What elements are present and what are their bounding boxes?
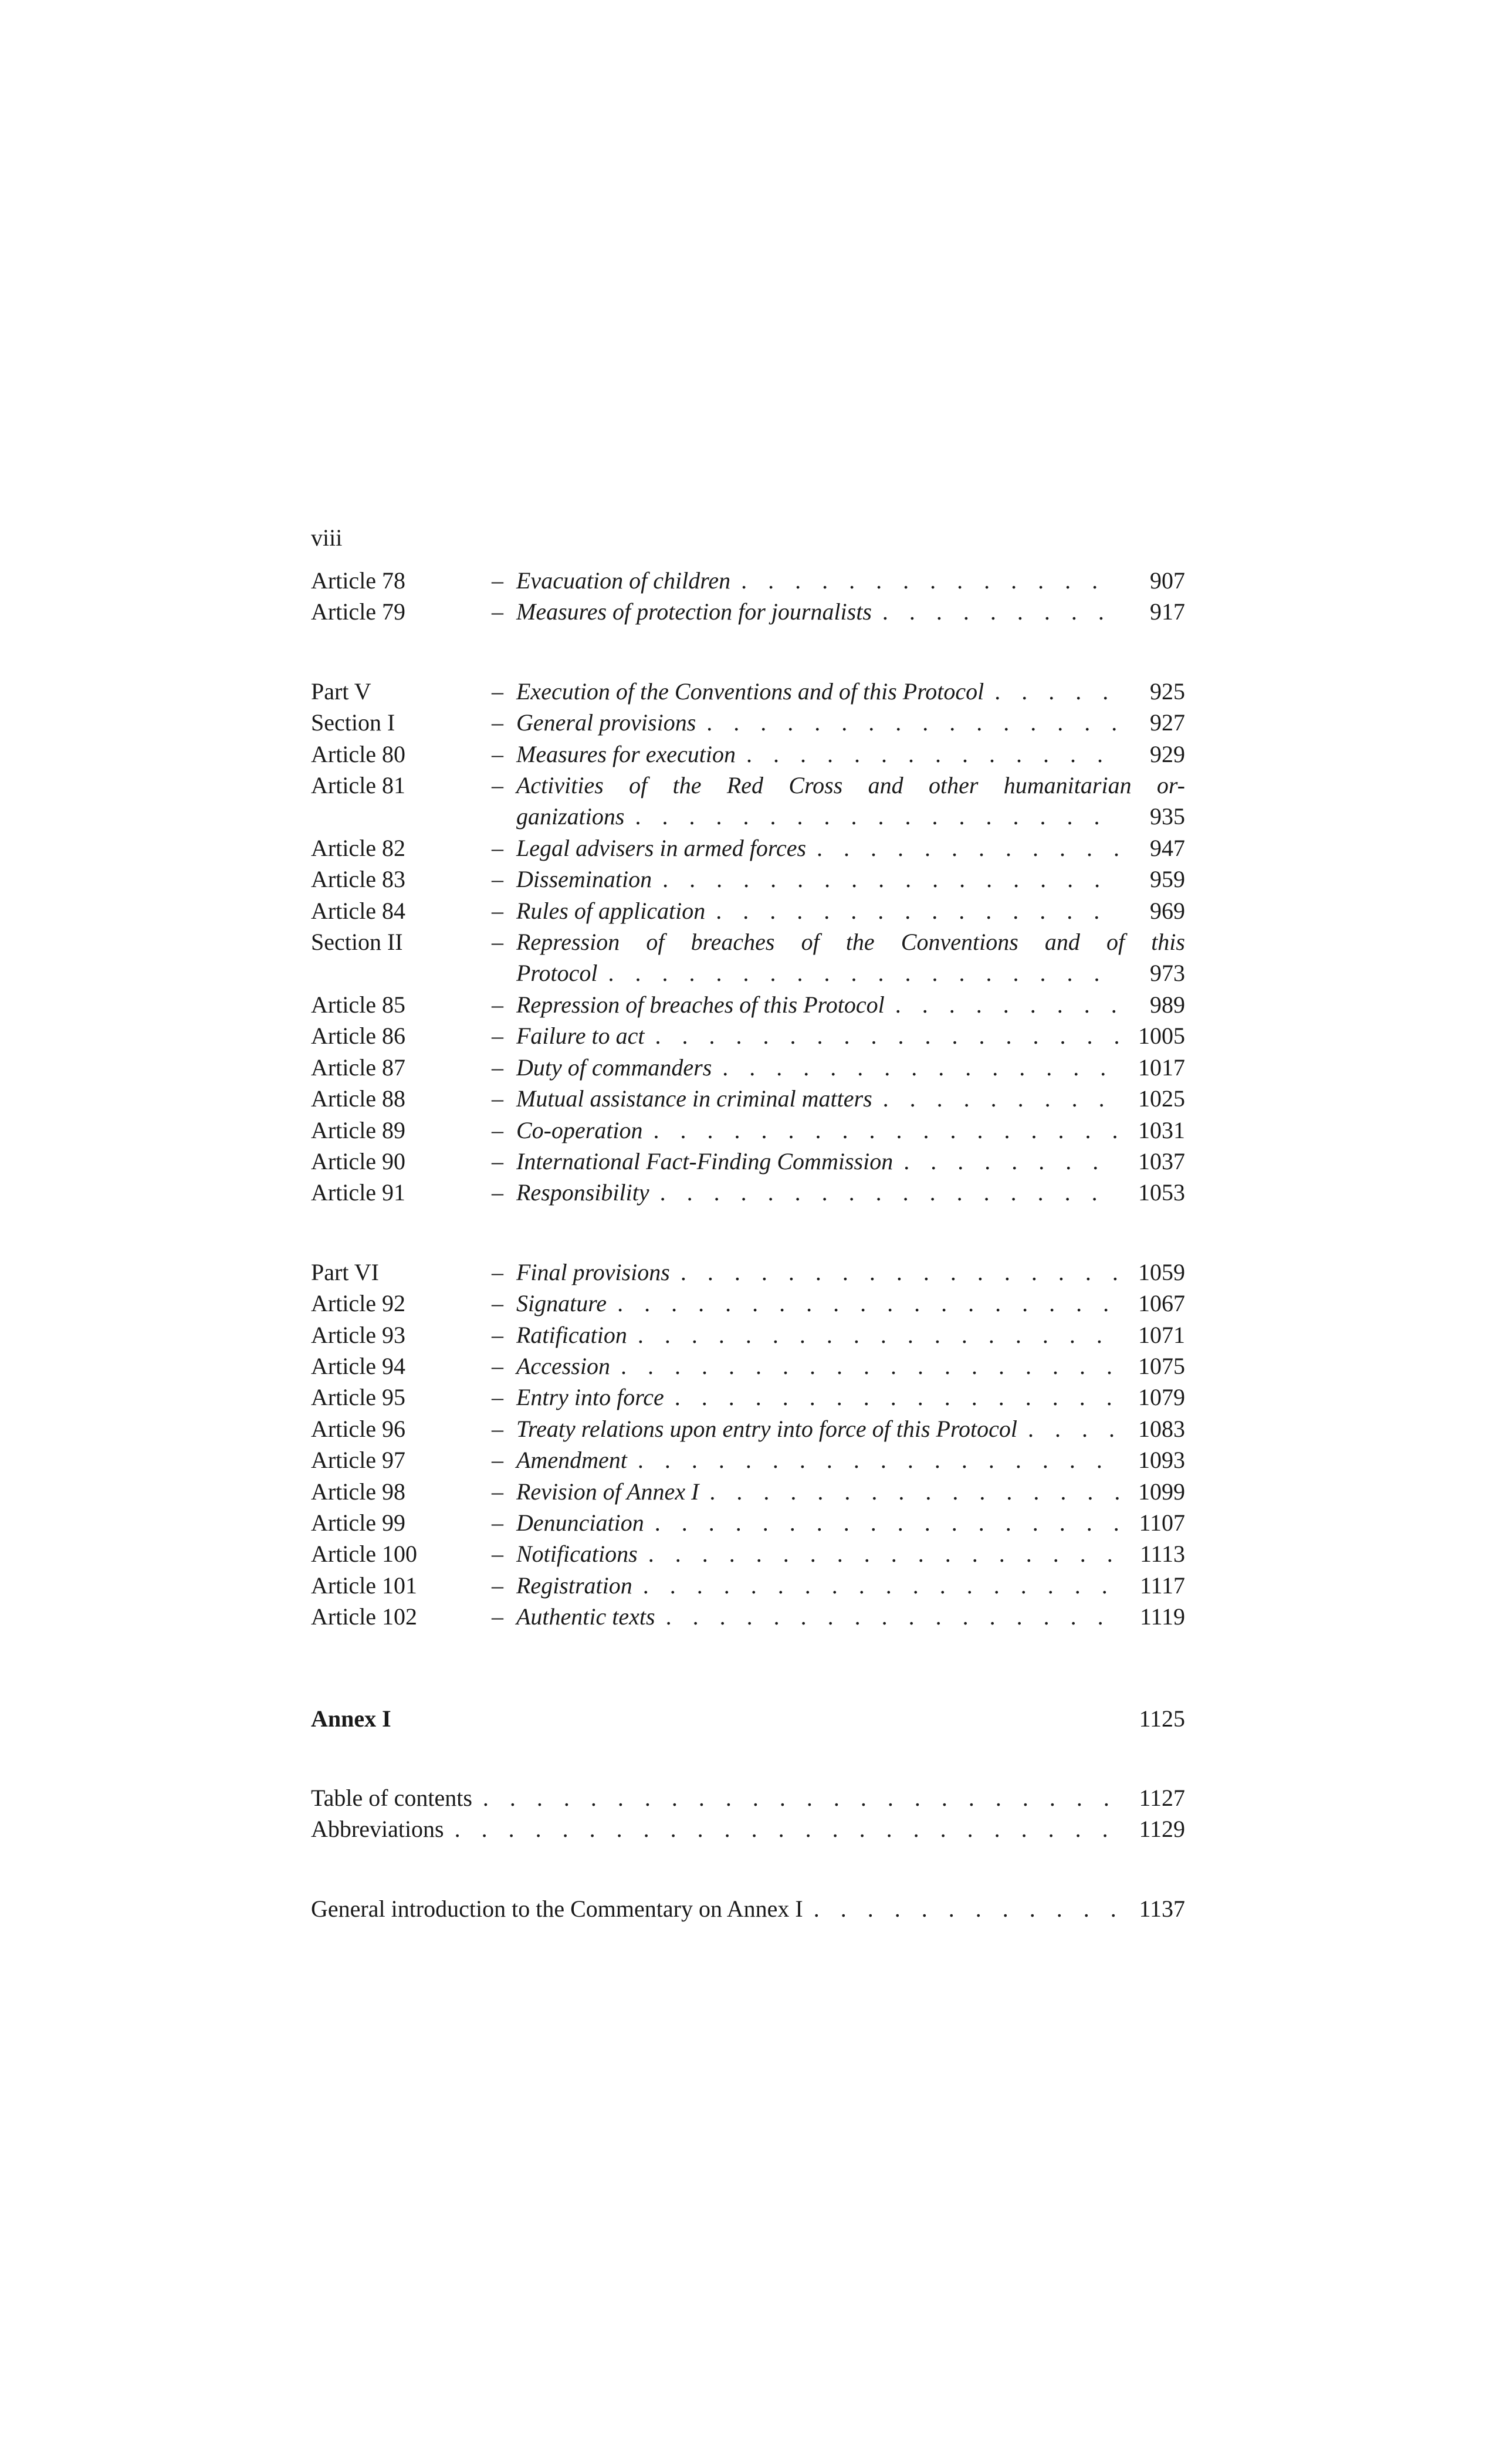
toc-entry-dash: – xyxy=(492,1541,503,1568)
toc-entry-label: Article 87 xyxy=(311,1054,406,1081)
toc-entry-label: Part V xyxy=(311,678,371,705)
toc-entry-page: 1031 xyxy=(1138,1116,1185,1143)
toc-entry-content xyxy=(492,864,1185,895)
toc-entry-content xyxy=(492,1115,1185,1146)
toc-entry-label: Article 93 xyxy=(311,1321,406,1348)
toc-entry-page: 1099 xyxy=(1138,1478,1185,1505)
toc-entry[interactable] xyxy=(311,1020,1185,1051)
toc-entry-content xyxy=(492,676,1185,707)
toc-entry-title: Table of contents xyxy=(311,1785,472,1811)
toc-entry-label: Article 92 xyxy=(311,1290,406,1317)
toc-entry-page: 959 xyxy=(1150,866,1185,893)
toc-entry-page: 935 xyxy=(1150,803,1185,830)
dot-leader xyxy=(681,1257,1119,1288)
toc-entry-title: Activities of the Red Cross and other humanitarian or- xyxy=(516,772,1185,799)
dot-leader xyxy=(654,1115,1119,1146)
toc-entry-content xyxy=(492,1288,1185,1319)
toc-entry-page: 1127 xyxy=(1139,1785,1185,1811)
toc-entry-title-line xyxy=(492,676,1185,707)
toc-entry-content xyxy=(492,1319,1185,1351)
toc-entry-dash: – xyxy=(492,1179,503,1206)
toc-entry-title: Measures of protection for journalists xyxy=(516,598,872,625)
toc-entry-page: 1137 xyxy=(1139,1895,1185,1922)
toc-entry-label: Article 96 xyxy=(311,1415,406,1442)
toc-entry-title-continuation xyxy=(492,957,1185,989)
toc-entry-title: Legal advisers in armed forces xyxy=(516,834,807,861)
toc-entry-title-line xyxy=(492,1413,1185,1444)
toc-entry-abbreviations[interactable] xyxy=(311,1813,1185,1844)
toc-entry[interactable] xyxy=(311,1319,1185,1351)
toc-entry-dash: – xyxy=(492,1085,503,1112)
toc-entry-content xyxy=(492,1146,1185,1177)
toc-entry-label: Article 88 xyxy=(311,1085,406,1112)
toc-entry-dash: – xyxy=(492,1321,503,1348)
toc-entry-content xyxy=(492,1570,1185,1601)
toc-entry-page: 1117 xyxy=(1139,1572,1185,1599)
annex-intro-group xyxy=(311,1893,1185,1924)
toc-entry[interactable] xyxy=(311,895,1185,926)
toc-entry-title-line xyxy=(492,1444,1185,1475)
toc-entry-page: 1053 xyxy=(1138,1179,1185,1206)
toc-entry-content xyxy=(492,1382,1185,1413)
toc-entry[interactable] xyxy=(311,1382,1185,1413)
toc-entry-page: 1113 xyxy=(1139,1541,1185,1568)
toc-entry-title: Duty of commanders xyxy=(516,1054,712,1081)
dot-leader xyxy=(617,1288,1119,1319)
toc-entry-title: General provisions xyxy=(516,709,696,736)
toc-entry-title-line xyxy=(492,739,1185,770)
toc-entry-dash: – xyxy=(492,1148,503,1175)
dot-leader xyxy=(882,596,1119,627)
toc-entry-content xyxy=(492,895,1185,926)
toc-entry-title: General introduction to the Commentary on Annex I xyxy=(311,1895,803,1922)
toc-group xyxy=(311,565,1185,628)
toc-entry[interactable] xyxy=(311,565,1185,596)
toc-entry[interactable] xyxy=(311,1115,1185,1146)
toc-entry-content xyxy=(492,1052,1185,1083)
toc-entry-content xyxy=(492,1020,1185,1051)
toc-entry-dash: – xyxy=(492,678,503,705)
dot-leader xyxy=(709,1476,1119,1507)
toc-entry-title-line xyxy=(492,1507,1185,1538)
toc-entry-label: Article 97 xyxy=(311,1447,406,1474)
toc-entry-title-line xyxy=(492,1601,1185,1632)
toc-entry-content xyxy=(492,707,1185,738)
toc-entry-title-line xyxy=(492,1288,1185,1319)
toc-entry-label: Article 95 xyxy=(311,1384,406,1411)
toc-entry-title-line xyxy=(492,1351,1185,1382)
toc-entry[interactable] xyxy=(311,1146,1185,1177)
toc-entry-label: Article 99 xyxy=(311,1509,406,1536)
toc-entry-dash: – xyxy=(492,1603,503,1630)
annex-heading xyxy=(311,1703,1185,1734)
toc-entry[interactable] xyxy=(311,1413,1185,1444)
toc-entry-title-line xyxy=(492,1146,1185,1177)
toc-entry-title-line xyxy=(492,895,1185,926)
toc-entry[interactable] xyxy=(311,1538,1185,1569)
annex-contents-group xyxy=(311,1782,1185,1845)
toc-entry-dash: – xyxy=(492,991,503,1018)
toc-entry-dash: – xyxy=(492,1054,503,1081)
toc-entry-table-of-contents[interactable] xyxy=(311,1782,1185,1813)
toc-entry-title: Measures for execution xyxy=(516,740,736,767)
toc-entry-label: Article 98 xyxy=(311,1478,406,1505)
toc-entry-dash: – xyxy=(492,598,503,625)
toc-entry-content xyxy=(492,1601,1185,1632)
toc-entry-page: 1129 xyxy=(1139,1816,1185,1843)
toc-entry-page: 969 xyxy=(1150,897,1185,924)
toc-entry-title-line xyxy=(492,596,1185,627)
annex-page-number: 1125 xyxy=(1139,1705,1185,1732)
toc-entry-content xyxy=(492,1083,1185,1114)
toc-entry-dash: – xyxy=(492,1258,503,1285)
toc-entry-label: Article 84 xyxy=(311,897,406,924)
toc-entry-dash: – xyxy=(492,772,503,799)
toc-entry-page: 1037 xyxy=(1138,1148,1185,1175)
annex-section xyxy=(311,1703,1185,1925)
toc-entry-page: 1093 xyxy=(1138,1447,1185,1474)
dot-leader xyxy=(621,1351,1119,1382)
toc-entry[interactable] xyxy=(311,676,1185,707)
toc-entry-page: 927 xyxy=(1150,709,1185,736)
toc-entry-content xyxy=(492,989,1185,1020)
toc-entry-content xyxy=(492,1444,1185,1475)
toc-entry-title: Signature xyxy=(516,1290,607,1317)
toc-entry-title-line xyxy=(492,1083,1185,1114)
toc-entry-content xyxy=(492,1177,1185,1208)
toc-entry-dash: – xyxy=(492,1572,503,1599)
toc-entry[interactable] xyxy=(311,1476,1185,1507)
toc-entry-title-line xyxy=(492,1382,1185,1413)
toc-entry[interactable] xyxy=(311,1444,1185,1475)
toc-entry-label: Article 90 xyxy=(311,1148,406,1175)
dot-leader xyxy=(722,1052,1119,1083)
toc-entry-title: Treaty relations upon entry into force of this Protocol xyxy=(516,1415,1018,1442)
toc-entry-title-cont: Protocol xyxy=(516,960,598,987)
toc-group xyxy=(311,1257,1185,1633)
dot-leader xyxy=(648,1538,1119,1569)
toc-entry-title: Authentic texts xyxy=(516,1603,655,1630)
dot-leader xyxy=(706,707,1119,738)
dot-leader xyxy=(638,1444,1119,1475)
toc-entry-title: Dissemination xyxy=(516,866,652,893)
toc-entry-page: 1017 xyxy=(1138,1054,1185,1081)
toc-entry-label: Article 85 xyxy=(311,991,406,1018)
dot-leader xyxy=(643,1570,1119,1601)
toc-entry-title-line xyxy=(492,1570,1185,1601)
dot-leader xyxy=(660,1177,1119,1208)
toc-entry-dash: – xyxy=(492,1415,503,1442)
toc-entry-label: Article 86 xyxy=(311,1023,406,1050)
toc-entry-title-continuation xyxy=(492,801,1185,832)
toc-entry-label: Article 89 xyxy=(311,1116,406,1143)
toc-entry-title: Execution of the Conventions and of this Protocol xyxy=(516,678,984,705)
dot-leader xyxy=(895,989,1119,1020)
toc-entry-content xyxy=(492,832,1185,864)
toc-entry-title: Responsibility xyxy=(516,1179,649,1206)
toc-entry-title: Mutual assistance in criminal matters xyxy=(516,1085,872,1112)
toc-entry-title: Denunciation xyxy=(516,1509,644,1536)
toc-entry-content xyxy=(492,1351,1185,1382)
toc-entry-dash: – xyxy=(492,709,503,736)
toc-entry-dash: – xyxy=(492,1023,503,1050)
toc-entry[interactable] xyxy=(311,770,1185,832)
toc-entry-dash: – xyxy=(492,1384,503,1411)
toc-entry-dash: – xyxy=(492,897,503,924)
toc-entry-label: Article 91 xyxy=(311,1179,406,1206)
toc-groups xyxy=(311,565,1185,1633)
toc-entry-title-line xyxy=(492,1177,1185,1208)
toc-entry-title: Final provisions xyxy=(516,1258,670,1285)
toc-entry-title-line xyxy=(492,864,1185,895)
toc-entry-label: Article 79 xyxy=(311,598,406,625)
toc-entry[interactable] xyxy=(311,926,1185,989)
toc-entry-title-line xyxy=(492,1257,1185,1288)
dot-leader xyxy=(883,1083,1119,1114)
toc-entry-label: Article 78 xyxy=(311,567,406,594)
toc-entry-label: Article 83 xyxy=(311,866,406,893)
toc-entry-dash: – xyxy=(492,740,503,767)
toc-entry-page: 947 xyxy=(1150,834,1185,861)
toc-entry-label: Article 102 xyxy=(311,1603,418,1630)
toc-entry-label: Section II xyxy=(311,929,403,956)
toc-entry-dash: – xyxy=(492,1116,503,1143)
toc-entry[interactable] xyxy=(311,1570,1185,1601)
toc-entry-title: Repression of breaches of this Protocol xyxy=(516,991,885,1018)
dot-leader xyxy=(638,1319,1119,1351)
toc-entry-page: 1025 xyxy=(1138,1085,1185,1112)
toc-entry-content xyxy=(492,565,1185,596)
dot-leader xyxy=(716,895,1119,926)
toc-entry-title: Entry into force xyxy=(516,1384,664,1411)
toc-entry-title-line xyxy=(492,926,1185,957)
toc-entry-dash: – xyxy=(492,1447,503,1474)
toc-entry-page: 1119 xyxy=(1139,1603,1185,1630)
toc-entry-page: 973 xyxy=(1150,960,1185,987)
dot-leader xyxy=(994,676,1119,707)
toc-entry-page: 1083 xyxy=(1138,1415,1185,1442)
dot-leader xyxy=(635,801,1119,832)
toc-entry-page: 1005 xyxy=(1138,1023,1185,1050)
dot-leader xyxy=(608,957,1120,989)
toc-entry-content xyxy=(492,1538,1185,1569)
toc-entry-title-line xyxy=(492,989,1185,1020)
toc-entry-content xyxy=(492,739,1185,770)
toc-entry-label: Article 81 xyxy=(311,772,406,799)
toc-entry-label: Part VI xyxy=(311,1258,379,1285)
toc-entry-title-line xyxy=(492,1538,1185,1569)
toc-entry-title-line xyxy=(492,707,1185,738)
toc-entry[interactable] xyxy=(311,1507,1185,1538)
toc-entry-title: Evacuation of children xyxy=(516,567,731,594)
toc-entry-title-line xyxy=(492,1020,1185,1051)
toc-entry-page: 1079 xyxy=(1138,1384,1185,1411)
toc-entry-label: Article 80 xyxy=(311,740,406,767)
dot-leader xyxy=(455,1813,1119,1844)
annex-title: Annex I xyxy=(311,1705,391,1732)
toc-entry-content xyxy=(492,1476,1185,1507)
toc-entry-title-cont: ganizations xyxy=(516,803,625,830)
dot-leader xyxy=(675,1382,1119,1413)
toc-entry-title-line xyxy=(492,832,1185,864)
toc-entry-title-line xyxy=(492,1115,1185,1146)
toc-entry[interactable] xyxy=(311,1601,1185,1632)
toc-entry-label: Article 101 xyxy=(311,1572,418,1599)
toc-entry[interactable] xyxy=(311,1177,1185,1208)
toc-entry-page: 907 xyxy=(1150,567,1185,594)
toc-entry-title-line xyxy=(492,770,1185,801)
toc-entry-title: Rules of application xyxy=(516,897,706,924)
toc-entry-dash: – xyxy=(492,866,503,893)
toc-entry-dash: – xyxy=(492,567,503,594)
toc-entry-label: Section I xyxy=(311,709,395,736)
toc-entry[interactable] xyxy=(311,1351,1185,1382)
dot-leader xyxy=(903,1146,1119,1177)
toc-entry-content xyxy=(492,1413,1185,1444)
toc-entry-title: Notifications xyxy=(516,1541,638,1568)
toc-entry-label: Article 94 xyxy=(311,1352,406,1379)
toc-entry-content xyxy=(492,770,1185,832)
toc-entry-title: Repression of breaches of the Conventions and of this xyxy=(516,929,1185,956)
dot-leader xyxy=(814,1893,1119,1924)
toc-entry-dash: – xyxy=(492,929,503,956)
toc-entry-general-introduction[interactable] xyxy=(311,1893,1185,1924)
toc-entry-dash: – xyxy=(492,1478,503,1505)
toc-entry-dash: – xyxy=(492,1290,503,1317)
toc-entry-content xyxy=(492,1507,1185,1538)
toc-entry-label: Article 82 xyxy=(311,834,406,861)
dot-leader xyxy=(662,864,1119,895)
toc-entry-title-line xyxy=(492,565,1185,596)
toc-entry[interactable] xyxy=(311,739,1185,770)
toc-entry-page: 1075 xyxy=(1138,1352,1185,1379)
dot-leader xyxy=(1028,1413,1119,1444)
toc-entry[interactable] xyxy=(311,707,1185,738)
toc-entry-page: 925 xyxy=(1150,678,1185,705)
dot-leader xyxy=(666,1601,1119,1632)
dot-leader xyxy=(817,832,1119,864)
toc-entry[interactable] xyxy=(311,864,1185,895)
toc-entry[interactable] xyxy=(311,1288,1185,1319)
dot-leader xyxy=(483,1782,1119,1813)
toc-entry[interactable] xyxy=(311,1052,1185,1083)
toc-entry-page: 1107 xyxy=(1139,1509,1185,1536)
dot-leader xyxy=(746,739,1119,770)
toc-entry-page: 917 xyxy=(1150,598,1185,625)
toc-entry-title: Ratification xyxy=(516,1321,627,1348)
toc-entry[interactable] xyxy=(311,832,1185,864)
toc-entry-content xyxy=(492,596,1185,627)
toc-entry-dash: – xyxy=(492,1352,503,1379)
toc-entry-title-line xyxy=(492,1052,1185,1083)
toc-entry-title: Amendment xyxy=(516,1447,627,1474)
dot-leader xyxy=(741,565,1119,596)
toc-entry-title: Revision of Annex I xyxy=(516,1478,699,1505)
toc-entry-page: 1071 xyxy=(1138,1321,1185,1348)
toc-entry-label: Article 100 xyxy=(311,1541,418,1568)
toc-entry-page: 929 xyxy=(1150,740,1185,767)
dot-leader xyxy=(655,1507,1119,1538)
toc-entry-dash: – xyxy=(492,1509,503,1536)
toc-entry-page: 1067 xyxy=(1138,1290,1185,1317)
toc-entry-title: Abbreviations xyxy=(311,1816,444,1843)
toc-entry[interactable] xyxy=(311,1083,1185,1114)
toc-page xyxy=(311,522,1185,1924)
toc-entry[interactable] xyxy=(311,596,1185,627)
toc-entry[interactable] xyxy=(311,989,1185,1020)
toc-entry-title: Co-operation xyxy=(516,1116,643,1143)
page-folio: viii xyxy=(311,524,343,551)
toc-entry-page: 1059 xyxy=(1138,1258,1185,1285)
toc-entry-title-line xyxy=(492,1319,1185,1351)
toc-entry-content xyxy=(492,926,1185,989)
toc-entry[interactable] xyxy=(311,1257,1185,1288)
toc-group xyxy=(311,676,1185,1209)
toc-entry-title-line xyxy=(492,1476,1185,1507)
toc-entry-title: Failure to act xyxy=(516,1023,645,1050)
dot-leader xyxy=(655,1020,1119,1051)
toc-entry-dash: – xyxy=(492,834,503,861)
toc-entry-title: Accession xyxy=(516,1352,610,1379)
toc-entry-page: 989 xyxy=(1150,991,1185,1018)
toc-entry-title: International Fact-Finding Commission xyxy=(516,1148,893,1175)
toc-entry-title: Registration xyxy=(516,1572,632,1599)
toc-entry-content xyxy=(492,1257,1185,1288)
